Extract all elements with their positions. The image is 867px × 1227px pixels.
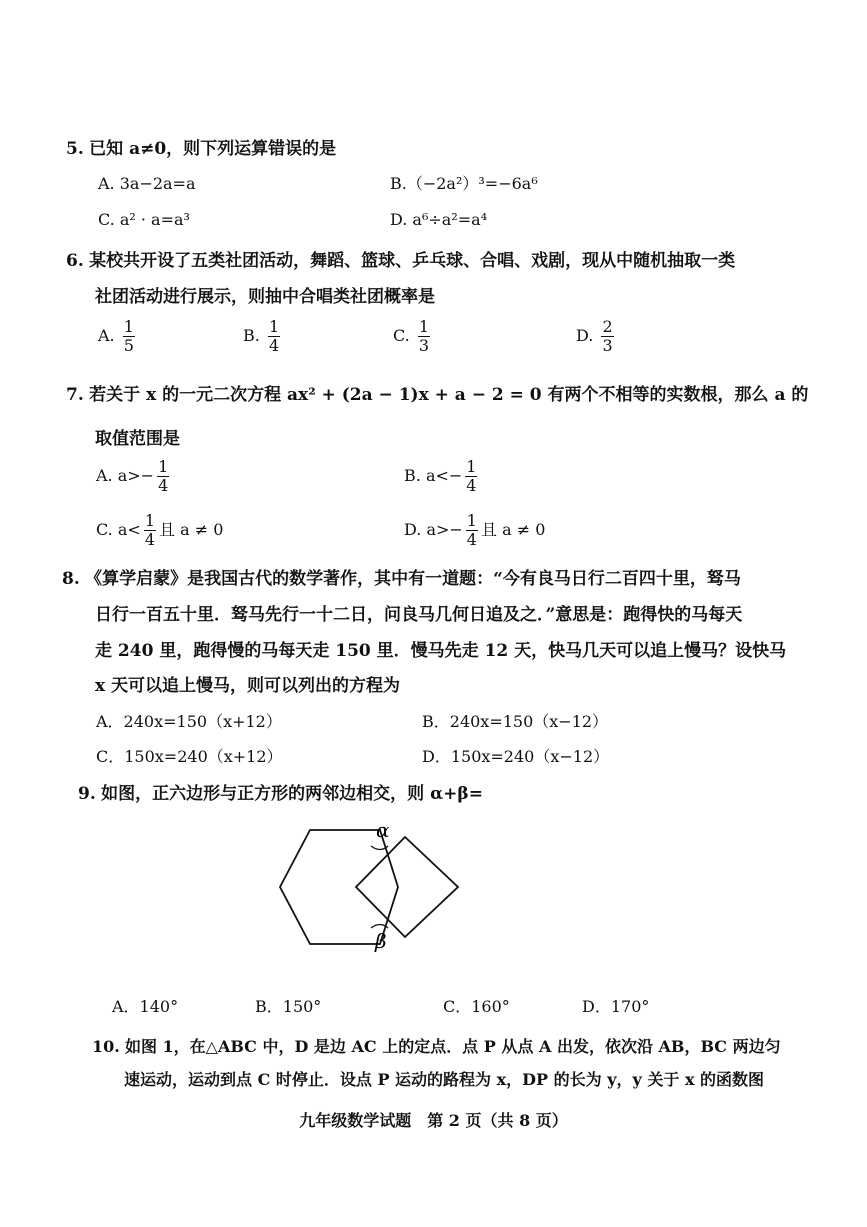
question-number: 6. [66,251,84,271]
q5-option-b: B.（−2a²）³=−6a⁶ [390,174,538,193]
q5-option-c: C. a² · a=a³ [98,210,190,229]
q9-option-d: D．170° [582,997,650,1016]
q9-option-a: A．140° [112,997,179,1016]
question-number: 8. [62,569,80,589]
option-expression: a>− [117,466,155,485]
option-condition: 且 a ≠ 0 [480,520,546,539]
regular-hexagon [280,830,398,944]
q6-option-b [243,318,283,355]
denominator: 4 [466,476,477,495]
question-text: 若关于 x 的一元二次方程 ax² + (2a − 1)x + a − 2 = 0 有两个不相等的实数根，那么 a 的 [89,385,809,405]
denominator: 3 [602,336,613,355]
q6-option-d [576,318,617,355]
option-expression: a< [117,520,141,539]
option-condition: 且 a ≠ 0 [159,520,224,539]
question-9-stem [78,783,483,805]
option-label: D. [576,326,594,345]
question-number: 5. [66,139,84,159]
q7-option-c [96,512,223,549]
question-text: 已知 a≠0，则下列运算错误的是 [89,139,337,159]
fraction [144,512,156,549]
question-number: 7. [66,385,84,405]
denominator: 4 [144,530,155,549]
beta-label: β [375,929,387,953]
q9-option-b: B．150° [255,997,322,1016]
option-label: A. [98,326,115,345]
question-text: 如图，正六边形与正方形的两邻边相交，则 α+β= [101,784,483,804]
option-label: C. [393,326,410,345]
question-number: 9. [78,784,96,804]
numerator: 1 [144,511,155,530]
question-8-line4: x 天可以追上慢马，则可以列出的方程为 [95,676,401,696]
option-label: B. [243,326,260,345]
q7-option-a [96,458,172,495]
q6-option-c [393,318,433,355]
fraction [418,318,430,355]
fraction [268,318,280,355]
denominator: 4 [268,336,280,355]
question-5-stem [66,138,336,160]
q8-option-c: C．150x=240（x+12） [96,747,283,766]
denominator: 3 [418,336,430,355]
question-number: 10. [92,1037,120,1056]
numerator: 1 [123,317,134,336]
numerator: 1 [418,317,430,336]
option-expression: a<− [425,466,463,485]
question-text: 《算学启蒙》是我国古代的数学著作，其中有一道题：“今有良马日行二百四十里，驽马 [85,569,741,589]
option-label: D. [404,520,422,539]
fraction [123,318,135,355]
q8-option-a: A．240x=150（x+12） [96,712,282,731]
option-label: C. [96,520,113,539]
option-label: B. [404,466,421,485]
question-8-line2: 日行一百五十里．驽马先行一十二日，问良马几何日追及之．”意思是：跑得快的马每天 [95,605,743,625]
numerator: 1 [268,317,280,336]
q5-option-a: A. 3a−2a=a [98,174,196,193]
question-text: 某校共开设了五类社团活动，舞蹈、篮球、乒乓球、合唱、戏剧，现从中随机抽取一类 [89,251,736,271]
fraction [466,512,478,549]
option-expression: a>− [426,520,463,539]
fraction [465,458,477,495]
q9-option-c: C．160° [443,997,510,1016]
question-text: 如图 1，在△ABC 中，D 是边 AC 上的定点．点 P 从点 A 出发，依次沿 AB，BC 两边匀 [124,1037,781,1056]
question-7-stem-line2: 取值范围是 [95,429,180,449]
question-8-line3: 走 240 里，跑得慢的马每天走 150 里．慢马先走 12 天，快马几天可以追上慢马？设快马 [95,641,787,661]
numerator: 1 [466,511,477,530]
q7-option-d [404,512,545,549]
numerator: 1 [158,457,169,476]
question-7-stem [66,384,808,406]
numerator: 2 [602,317,613,336]
q7-option-b [404,458,480,495]
page-footer: 九年级数学试题 第 2 页（共 8 页） [299,1111,568,1130]
option-label: A. [96,466,113,485]
q6-option-a [98,318,138,355]
fraction [601,318,613,355]
q5-option-d: D. a⁶÷a²=a⁴ [390,210,488,229]
q8-option-d: D．150x=240（x−12） [422,747,610,766]
fraction [157,458,169,495]
question-8-stem [62,568,741,590]
denominator: 5 [123,336,134,355]
numerator: 1 [466,457,477,476]
question-6-stem [66,250,735,272]
denominator: 4 [158,476,169,495]
question-10-line2: 速运动，运动到点 C 时停止．设点 P 运动的路程为 x，DP 的长为 y，y 关于 x 的函数图 [124,1070,765,1089]
question-10-stem [92,1036,781,1058]
question-6-stem-line2: 社团活动进行展示，则抽中合唱类社团概率是 [95,287,435,307]
q8-option-b: B．240x=150（x−12） [422,712,609,731]
alpha-label: α [376,818,390,842]
square [356,837,458,937]
hexagon-square-figure [270,815,470,960]
denominator: 4 [466,530,477,549]
